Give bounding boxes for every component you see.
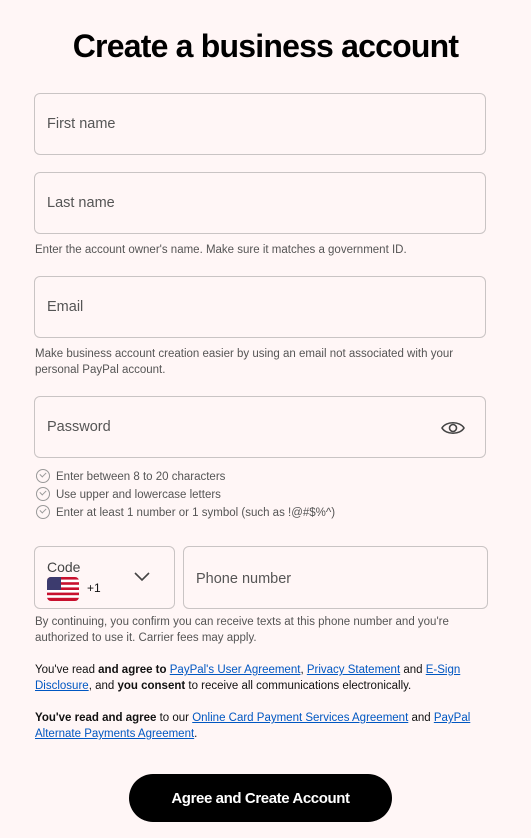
phone-placeholder: Phone number bbox=[196, 571, 292, 587]
esign-disclosure-link[interactable]: E-Sign Disclosure bbox=[35, 664, 461, 692]
us-flag-icon bbox=[47, 577, 79, 601]
alternate-payments-agreement-link[interactable]: PayPal Alternate Payments Agreement bbox=[35, 712, 471, 740]
password-placeholder: Password bbox=[47, 419, 111, 435]
legal-bold: you consent bbox=[117, 680, 186, 692]
user-agreement-link[interactable]: PayPal's User Agreement bbox=[169, 664, 301, 676]
rule-text: Enter between 8 to 20 characters bbox=[56, 471, 226, 483]
legal-agreement-1 bbox=[35, 662, 495, 694]
country-code-select[interactable] bbox=[34, 546, 175, 609]
rule-text: Use upper and lowercase letters bbox=[56, 489, 221, 501]
legal-text: . bbox=[194, 728, 198, 740]
agree-create-account-button[interactable]: Agree and Create Account bbox=[129, 774, 392, 822]
legal-bold: You've read and agree bbox=[35, 712, 157, 724]
legal-text: and bbox=[400, 664, 426, 676]
legal-agreement-2 bbox=[35, 710, 495, 742]
password-rule-length bbox=[36, 468, 225, 486]
password-rule-symbol bbox=[36, 504, 335, 522]
page-title: Create a business account bbox=[72, 28, 459, 64]
email-hint: Make business account creation easier by using an email not associated with your personal PayPal account. bbox=[35, 348, 454, 376]
first-name-field[interactable] bbox=[34, 93, 486, 155]
email-placeholder: Email bbox=[47, 299, 84, 315]
last-name-field[interactable] bbox=[34, 172, 486, 234]
email-field[interactable] bbox=[34, 276, 486, 338]
check-circle-icon bbox=[36, 505, 50, 519]
last-name-placeholder: Last name bbox=[47, 195, 115, 211]
check-circle-icon bbox=[36, 487, 50, 501]
password-field[interactable] bbox=[34, 396, 486, 458]
card-payment-agreement-link[interactable]: Online Card Payment Services Agreement bbox=[192, 712, 409, 724]
code-label: Code bbox=[47, 559, 81, 575]
phone-hint: By continuing, you confirm you can receive texts at this phone number and you're authorized to use it. Carrier fees may apply. bbox=[35, 616, 449, 644]
name-hint: Enter the account owner's name. Make sure it matches a government ID. bbox=[35, 244, 407, 256]
legal-text: to our bbox=[156, 712, 193, 724]
phone-number-field[interactable] bbox=[183, 546, 488, 609]
chevron-down-icon bbox=[133, 571, 151, 583]
legal-text: and bbox=[408, 712, 434, 724]
legal-text: , and bbox=[88, 680, 118, 692]
first-name-placeholder: First name bbox=[47, 116, 116, 132]
legal-text: to receive all communications electronically. bbox=[185, 680, 412, 692]
password-rule-case bbox=[36, 486, 221, 504]
rule-text: Enter at least 1 number or 1 symbol (such as !@#$%^) bbox=[56, 507, 336, 519]
legal-bold: and agree to bbox=[98, 664, 167, 676]
eye-icon[interactable] bbox=[441, 417, 465, 439]
legal-text: , bbox=[300, 664, 307, 676]
privacy-statement-link[interactable]: Privacy Statement bbox=[306, 664, 401, 676]
legal-text: You've read bbox=[35, 664, 99, 676]
dial-code: +1 bbox=[87, 581, 101, 595]
check-circle-icon bbox=[36, 469, 50, 483]
